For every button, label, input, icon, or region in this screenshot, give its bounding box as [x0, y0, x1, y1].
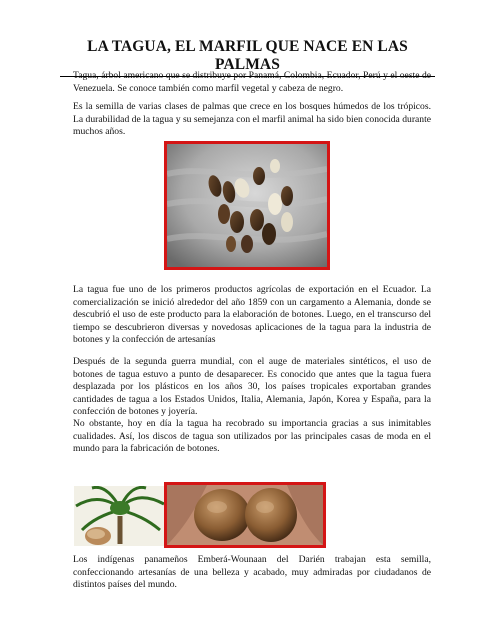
paragraph-embera: Los indígenas panameños Emberá-Wounaan del Darién trabajan esta semilla, confeccionando artesanías de una belleza y acabado, muy admiradas por ciudadanos de distintos países del mundo. [73, 554, 431, 591]
page-title: LA TAGUA, EL MARFIL QUE NACE EN LAS PALMAS [60, 38, 435, 77]
paragraph-war: Después de la segunda guerra mundial, con el auge de materiales sintéticos, el uso de botones de tagua estuvo a punto de desaparecer. Es conocido que antes que la tagua fuera desplazada por los plásticos en los años 30, los países tropicales exportaban grandes cantidades de tagua a los Estados Unidos, Italia, Alemania, Japón, Korea y España, para la confección de botones y joyería. [73, 356, 431, 418]
tagua-palm-tree-photo [74, 486, 166, 546]
paragraph-seed: Es la semilla de varias clases de palmas que crece en los bosques húmedos de los trópicos. La durabilidad de la tagua y su semejanza con el marfil animal ha sido bien conocida durante muchos años. [73, 101, 431, 138]
paragraph-export: La tagua fue uno de los primeros productos agrícolas de exportación en el Ecuador. La comercialización se inició alrededor del año 1859 con un cargamento a Alemania, donde se descubrió el uso de este producto para la elaboración de botones. Luego, en el transcurso del tiempo se descubrieron diversas y novedosas aplicaciones de la tagua para la industria de botones y la confección de artesanías [73, 284, 431, 346]
paragraph-intro: Tagua, árbol americano que se distribuye por Panamá, Colombia, Ecuador, Perú y el oeste de Venezuela. Se conoce también como marfil vegetal y cabeza de negro. [73, 70, 431, 94]
tagua-nuts-in-hands-photo [164, 482, 326, 548]
paragraph-today: No obstante, hoy en día la tagua ha recobrado su importancia gracias a sus inimitables cualidades. Así, los discos de tagua son utilizados por las principales casas de moda en el mundo para la fabricación de botones. [73, 418, 431, 455]
tagua-seed-slices-photo [164, 141, 330, 270]
